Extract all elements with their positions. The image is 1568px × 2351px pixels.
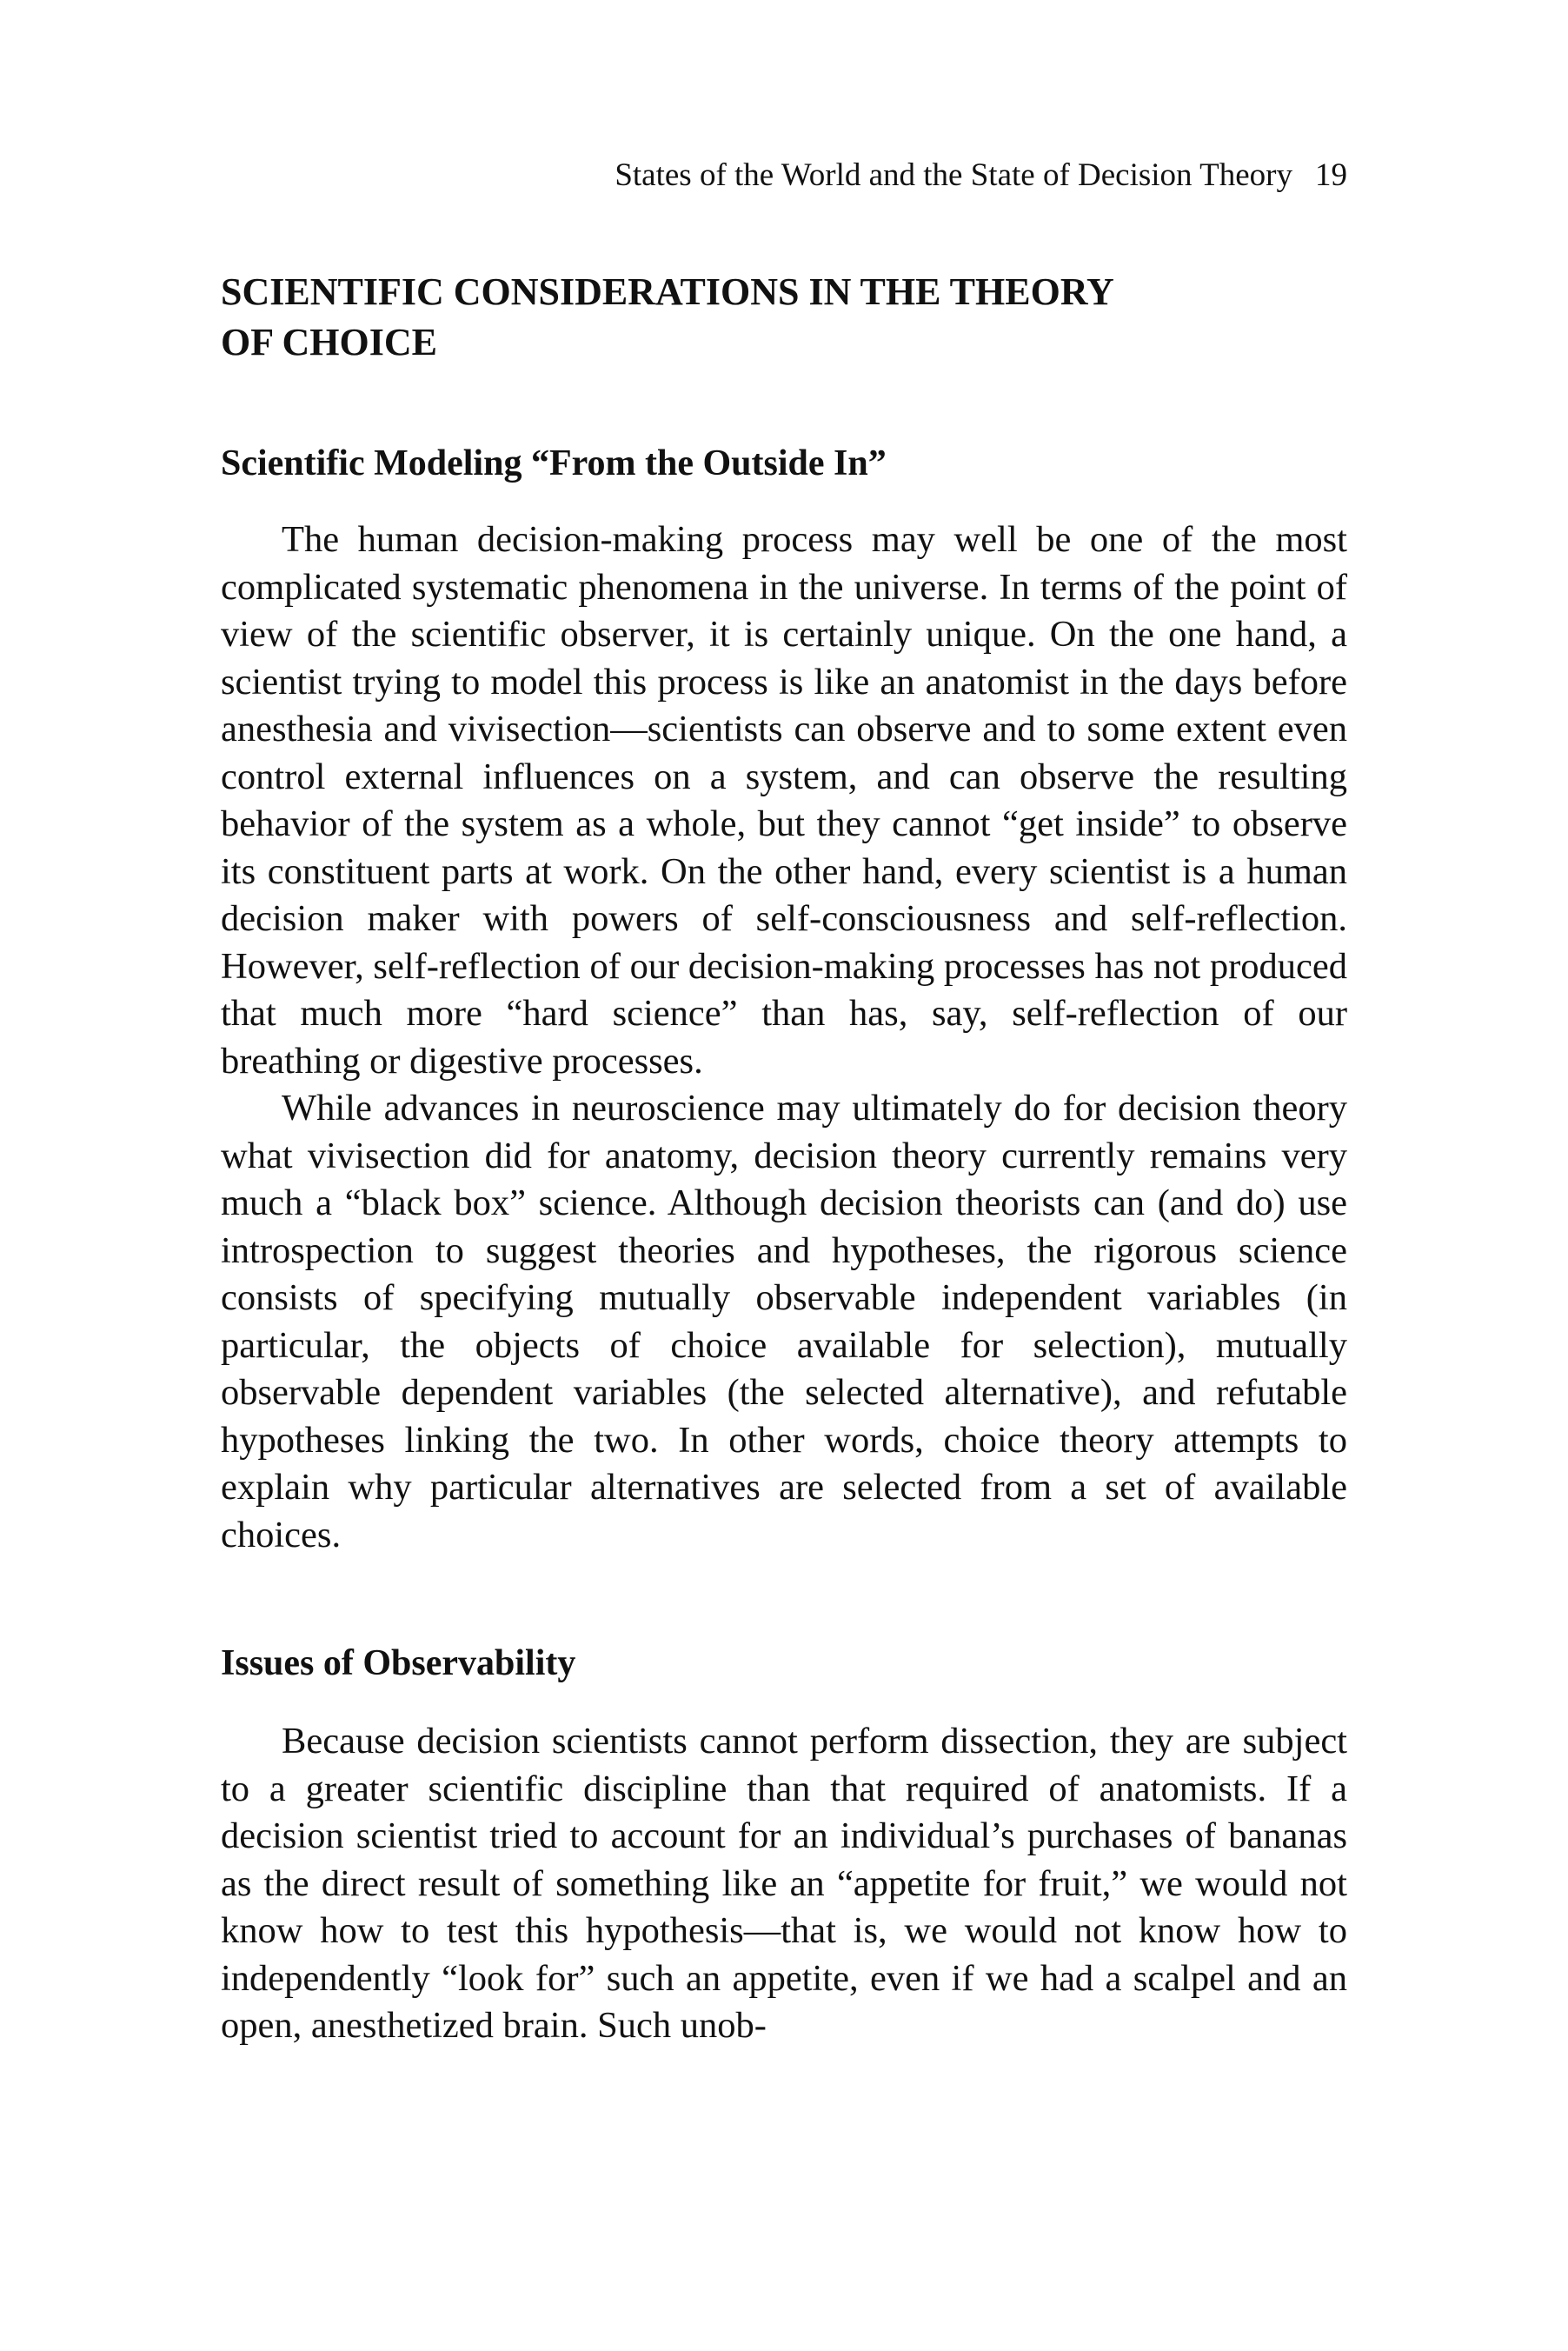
chapter-heading (221, 267, 1347, 368)
section-body-issues-of-observability (221, 1718, 1347, 2050)
page-number: 19 (1315, 157, 1347, 193)
section-heading-issues-of-observability: Issues of Observability (221, 1643, 576, 1683)
section-body-scientific-modeling (221, 516, 1347, 1559)
chapter-heading-line-1: SCIENTIFIC CONSIDERATIONS IN THE THEORY (221, 270, 1114, 313)
running-head (615, 157, 1347, 195)
paragraph: The human decision-making process may well be one of the most complicated systematic phenomena in the universe. In terms of the point of view of the scientific observer, it is certainly unique. On the one hand, a scientist trying to model this process is like an anatomist in the days before anesthesia and vivisection—scientists can observe and to some extent even control external influences on a system, and can observe the resulting behavior of the system as a whole, but they cannot “get inside” to observe its constituent parts at work. On the other hand, every scientist is a human decision maker with powers of self-consciousness and self-reflection. However, self-reflection of our decision-making processes has not produced that much more “hard science” than has, say, self-reflection of our breathing or digestive processes. (221, 519, 1347, 1082)
paragraph: While advances in neuroscience may ultimately do for decision theory what vivisection did for anatomy, decision theory currently remains very much a “black box” science. Although decision theorists can (and do) use introspection to suggest theories and hypotheses, the rigorous science consists of specifying mutually observable independent variables (in particular, the objects of choice available for selection), mutually observable dependent variables (the selected alternative), and refutable hypotheses linking the two. In other words, choice theory attempts to explain why particular alternatives are selected from a set of available choices. (221, 1088, 1347, 1555)
section-heading-scientific-modeling: Scientific Modeling “From the Outside In” (221, 443, 887, 483)
chapter-heading-line-2: OF CHOICE (221, 321, 437, 363)
paragraph: Because decision scientists cannot perform dissection, they are subject to a greater scientific discipline than that required of anatomists. If a decision scientist tried to account for an individual’s purchases of bananas as the direct result of something like an “appetite for fruit,” we would not know how to test this hypothesis—that is, we would not know how to independently “look for” such an appetite, even if we had a scalpel and an open, anesthetized brain. Such unob- (221, 1721, 1347, 2046)
running-head-title: States of the World and the State of Decision Theory (615, 157, 1292, 193)
